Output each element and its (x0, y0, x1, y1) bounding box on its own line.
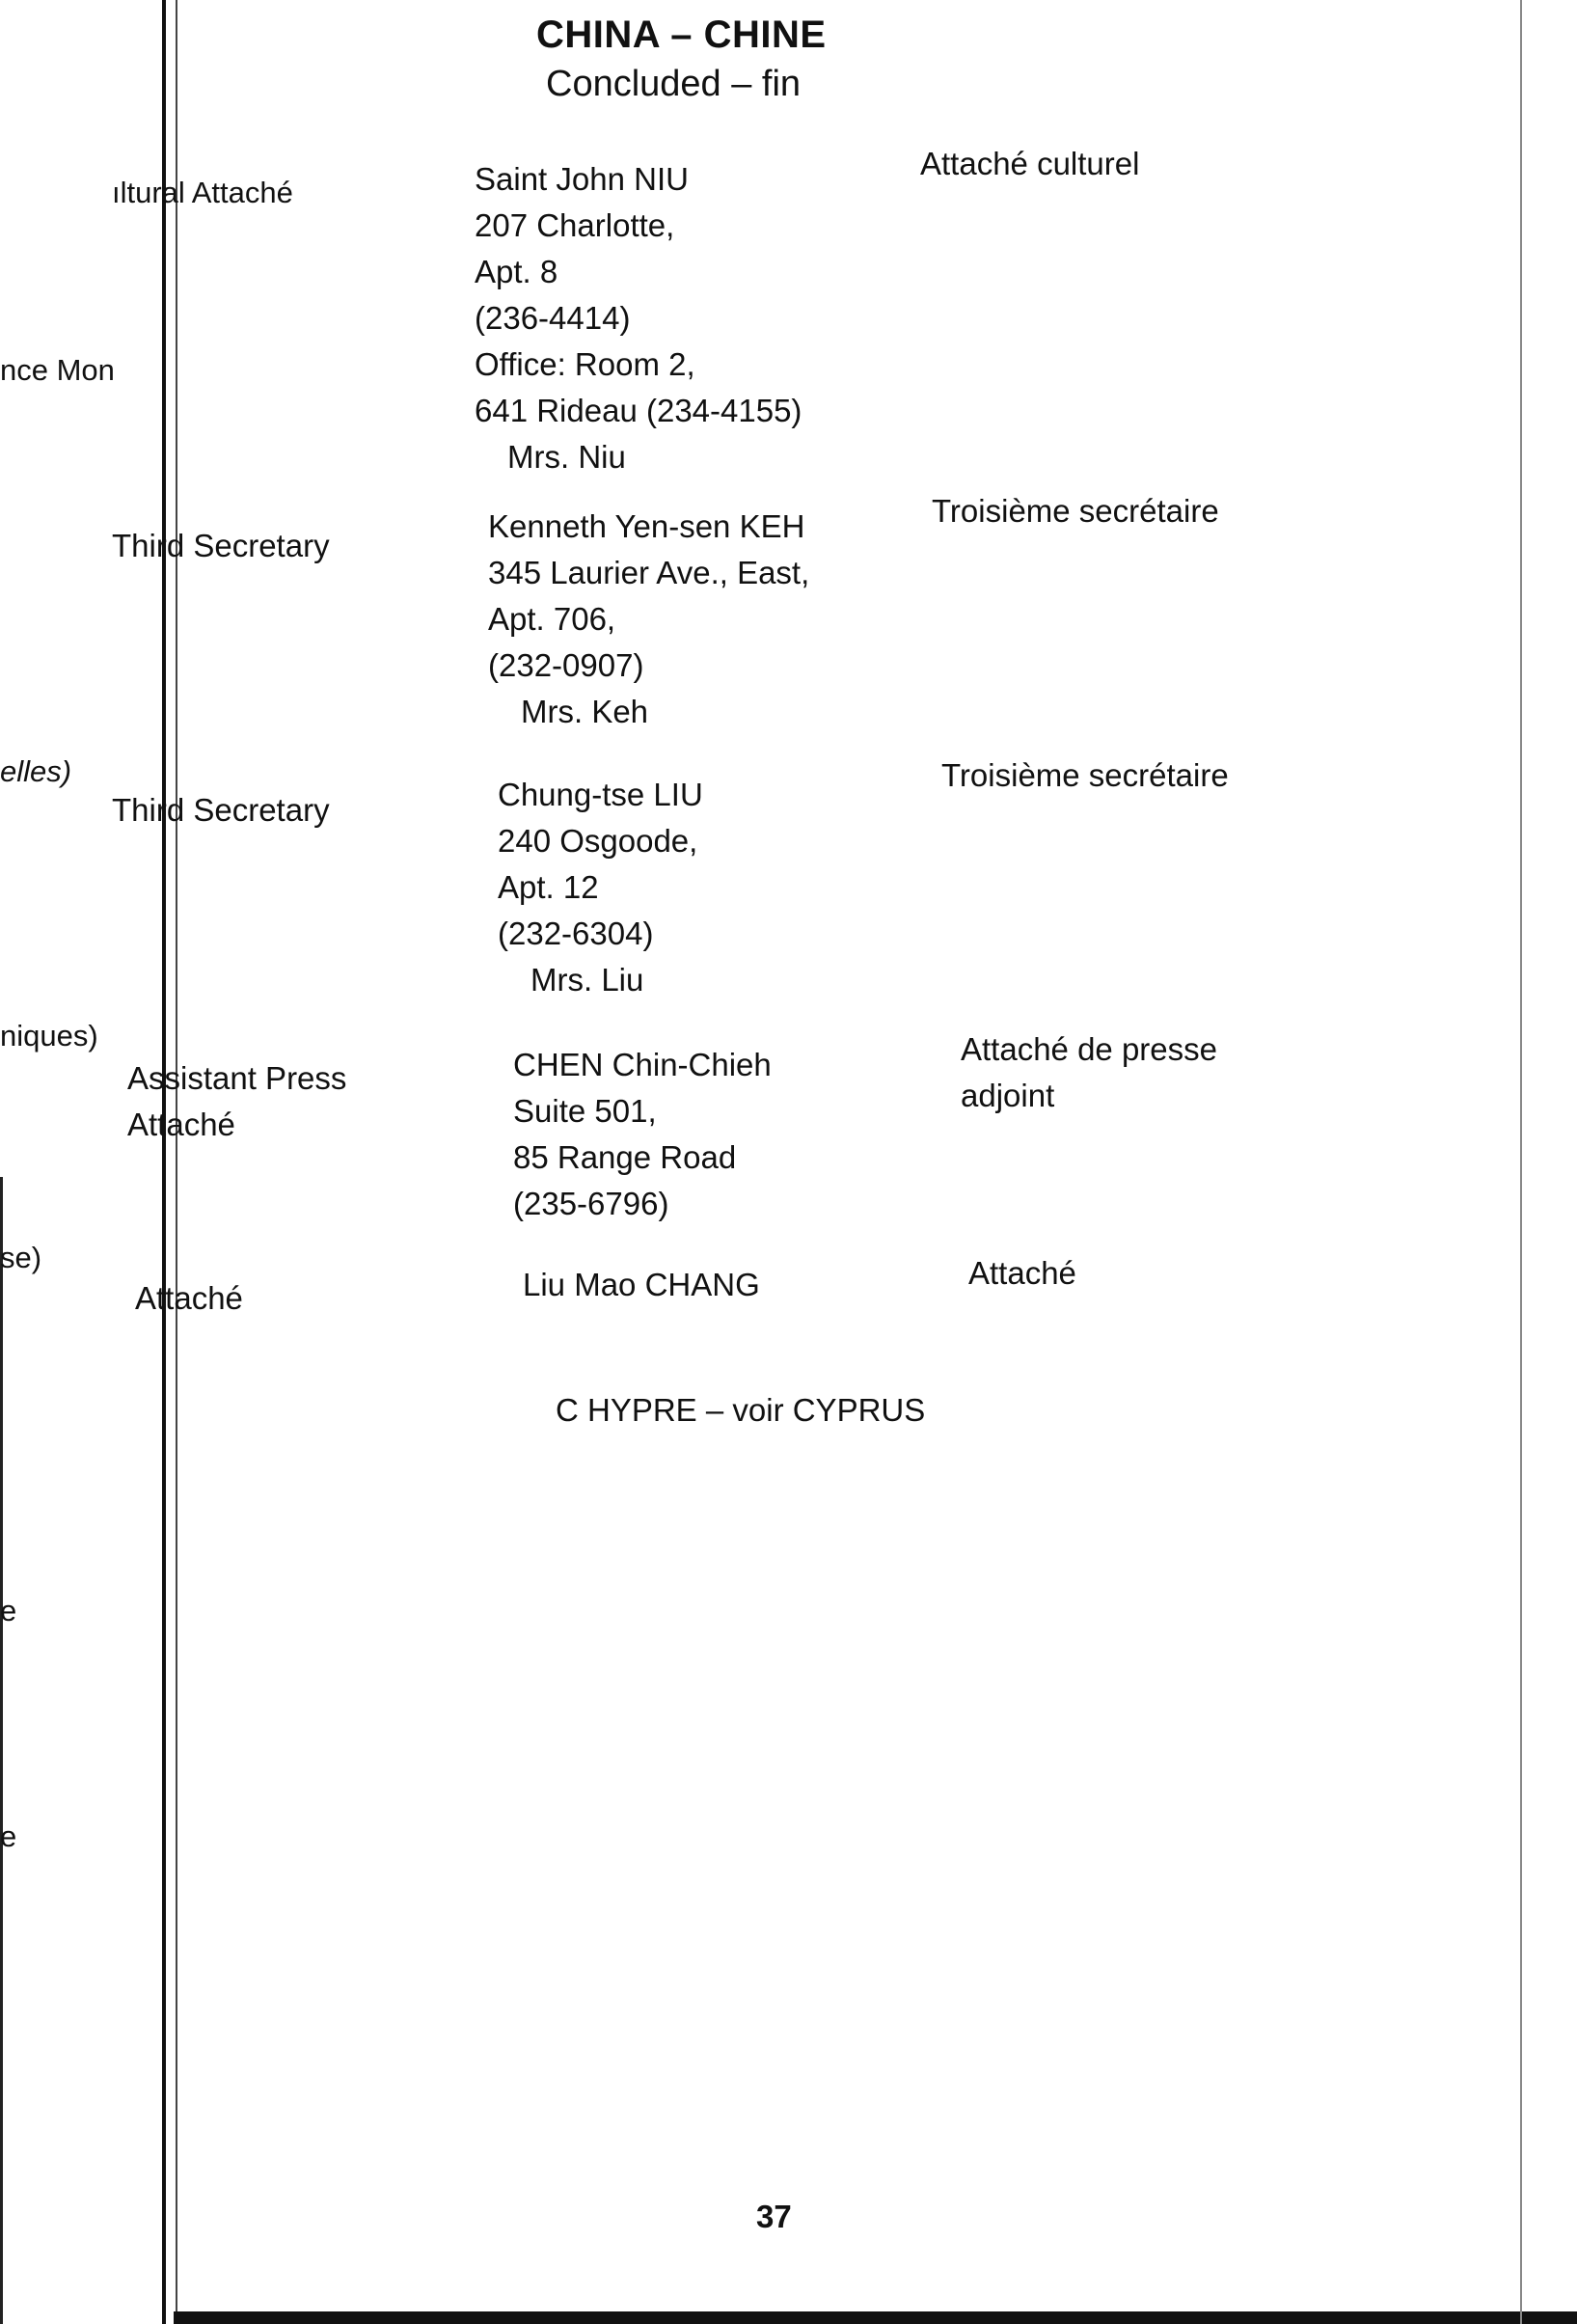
entry-2-title-fr: Troisième secrétaire (932, 493, 1219, 529)
entry-2-address-line: 345 Laurier Ave., East, (488, 555, 810, 590)
page-number: 37 (756, 2199, 792, 2234)
entry-4-title-fr-line: Attaché de presse (961, 1031, 1217, 1067)
entry-3-spouse: Mrs. Liu (530, 962, 644, 998)
entry-5-title-fr: Attaché (968, 1255, 1076, 1291)
entry-1-name-address (475, 156, 802, 480)
entry-3-name-address (498, 772, 703, 1003)
entry-1-office-line: Office: Room 2, (475, 346, 695, 382)
entry-4-name: CHEN Chin-Chieh (513, 1047, 772, 1082)
page-title: CHINA – CHINE (536, 14, 827, 56)
left-fragment-6: e (0, 1594, 17, 1627)
entry-3-name: Chung-tse LIU (498, 777, 703, 812)
entry-4-title-en (127, 1055, 346, 1148)
entry-1-phone: (236-4414) (475, 300, 631, 336)
entry-3-address-line: 240 Osgoode, (498, 823, 698, 859)
entry-4-title-en-line: Assistant Press (127, 1060, 347, 1096)
entry-3-title-fr: Troisième secrétaire (941, 757, 1229, 793)
left-fragment-2: nce Mon (0, 353, 115, 387)
entry-2-title-en: Third Secretary (112, 528, 330, 563)
entry-2-name-address (488, 504, 809, 735)
entry-3-address-line: Apt. 12 (498, 869, 599, 905)
entry-4-title-fr-line: adjoint (961, 1078, 1055, 1113)
entry-2-address-line: Apt. 706, (488, 601, 616, 637)
entry-4-name-address (513, 1042, 772, 1227)
entry-1-address-line: 207 Charlotte, (475, 207, 675, 243)
entry-5-title-en: Attaché (135, 1280, 243, 1316)
left-fragment-1: ıltural Attaché (112, 176, 293, 209)
entry-4-address-line: Suite 501, (513, 1093, 657, 1129)
entry-1-spouse: Mrs. Niu (507, 439, 626, 475)
entry-1-address-line: Apt. 8 (475, 254, 558, 289)
left-fragment-5: se) (0, 1241, 42, 1274)
page-right-edge (1520, 0, 1522, 2324)
entry-4-phone: (235-6796) (513, 1186, 669, 1221)
entry-1-name: Saint John NIU (475, 161, 689, 197)
cross-reference: C HYPRE – voir CYPRUS (556, 1392, 926, 1428)
binding-edge-line (162, 0, 166, 2324)
entry-3-title-en: Third Secretary (112, 792, 330, 828)
left-fragment-4: niques) (0, 1019, 98, 1053)
entry-4-title-fr (961, 1026, 1217, 1119)
page-subtitle: Concluded – fin (546, 64, 802, 104)
left-page-bottom-edge (0, 1177, 3, 2324)
entry-5-name: Liu Mao CHANG (523, 1267, 760, 1302)
entry-2-phone: (232-0907) (488, 647, 644, 683)
entry-2-name: Kenneth Yen-sen KEH (488, 508, 805, 544)
entry-4-title-en-line: Attaché (127, 1107, 235, 1142)
page-bottom-edge (174, 2311, 1577, 2324)
entry-2-spouse: Mrs. Keh (521, 694, 649, 729)
entry-3-phone: (232-6304) (498, 916, 654, 951)
left-fragment-3: elles) (0, 754, 72, 788)
entry-4-address-line: 85 Range Road (513, 1139, 737, 1175)
entry-1-office-line: 641 Rideau (234-4155) (475, 393, 802, 428)
left-fragment-7: e (0, 1819, 17, 1853)
entry-1-title-fr: Attaché culturel (920, 146, 1140, 181)
binding-edge-line-2 (176, 0, 177, 2324)
